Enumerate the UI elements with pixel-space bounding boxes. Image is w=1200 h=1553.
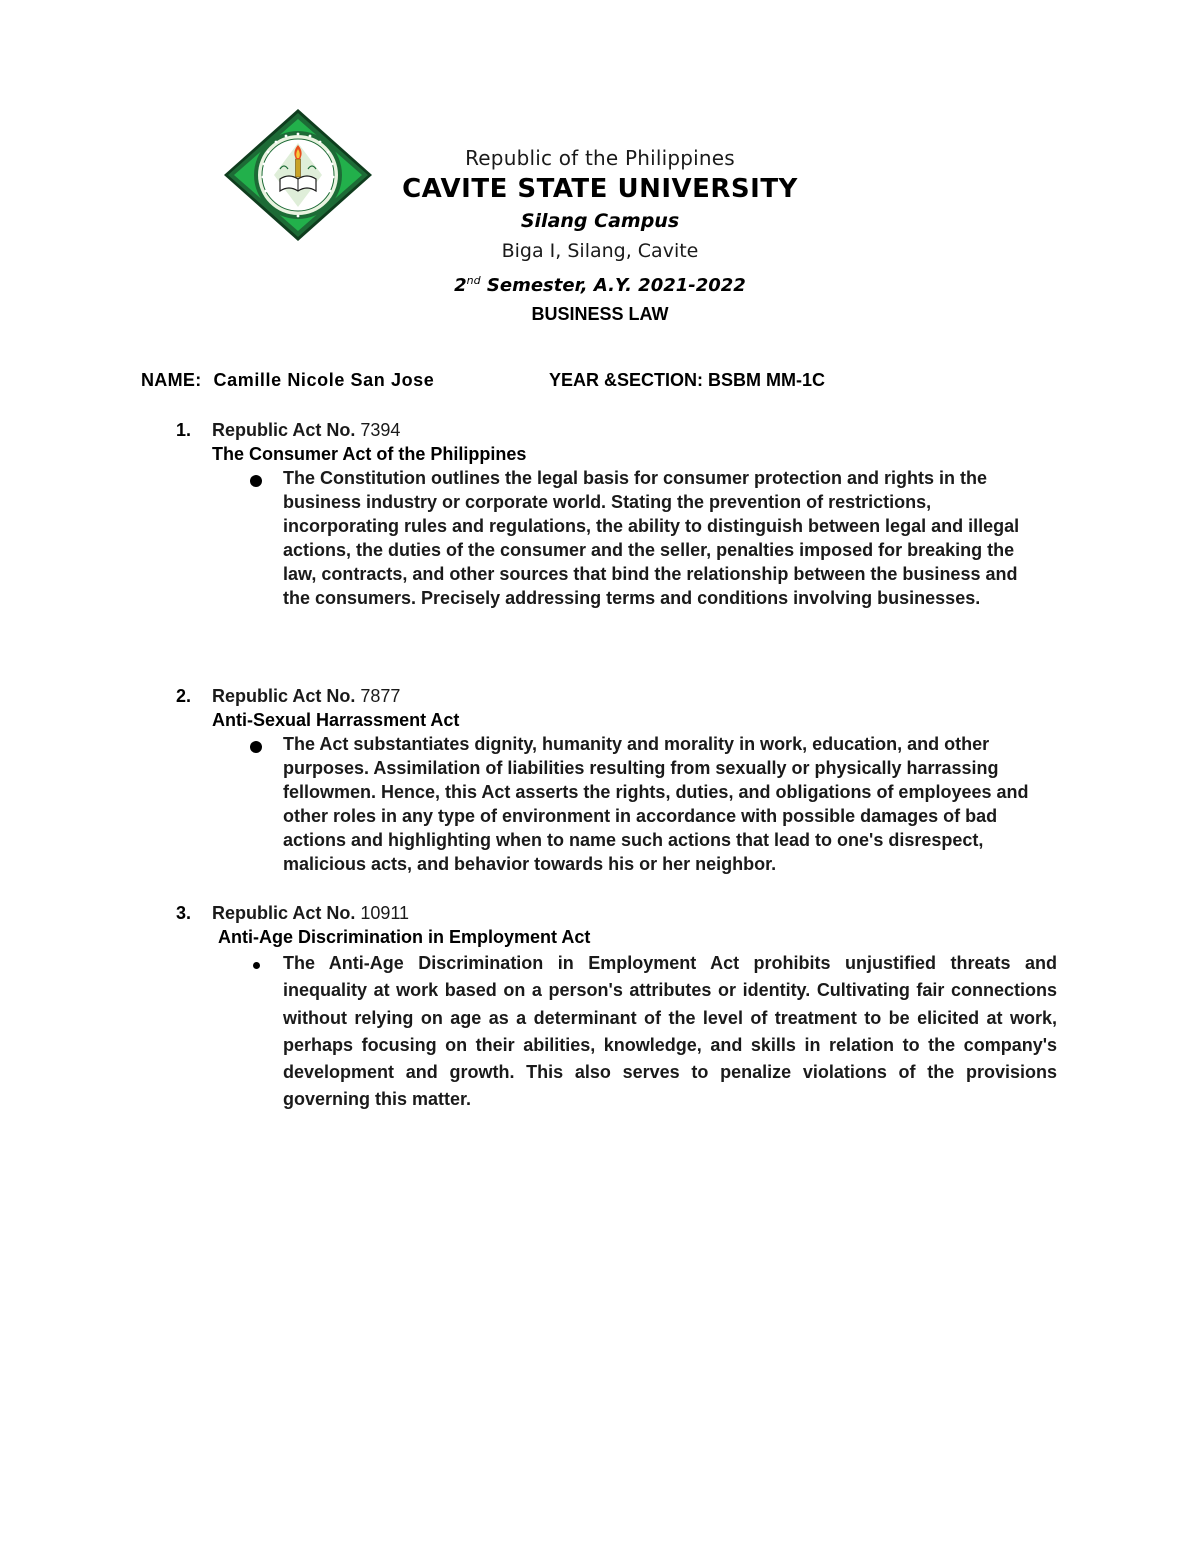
item-title-number: 7877 [355, 686, 401, 706]
name-label: NAME: [141, 370, 202, 390]
item-title [212, 901, 409, 925]
campus-name: Silang Campus [520, 210, 680, 232]
campus-address: Biga I, Silang, Cavite [501, 240, 699, 262]
item-description: The Anti-Age Discrimination in Employment Act prohibits unjustified threats and inequality at work based on a person's attributes or identity. Cultivating fair connections without relying on age as a determinant of the level of treatment to be elicited at work, perhaps focusing on their abilities, knowledge, and skills in relation to the company's development and growth. This also serves to penalize violations of the provisions governing this matter. [283, 953, 1057, 1110]
item-description: The Act substantiates dignity, humanity and morality in work, education, and other purposes. Assimilation of liabilities resulting from sexually or physically harrassing fellowmen. Hence, this Act asserts the rights, duties, and obligations of employees and other roles in any type of environment in accordance with possible damages of bad actions and highlighting when to name such actions that lead to one's disrespect, malicious acts, and behavior towards his or her neighbor. [283, 734, 1029, 874]
item-title-number: 10911 [355, 903, 410, 923]
section-value: BSBM MM-1C [708, 370, 826, 390]
item-description: The Constitution outlines the legal basis for consumer protection and rights in the business industry or corporate world. Stating the prevention of restrictions, incorporating rules and regulations, the ability to distinguish between legal and illegal actions, the duties of the consumer and the seller, penalties imposed for breaking the law, contracts, and other sources that bind the relationship between the business and the consumers. Precisely addressing terms and conditions involving businesses. [283, 468, 1020, 608]
item-subtitle: Anti-Sexual Harrassment Act [212, 710, 460, 730]
item-number: 2. [176, 686, 192, 706]
item-title-prefix: Republic Act No. [212, 420, 356, 440]
subject-title: BUSINESS LAW [531, 304, 669, 324]
semester-ordinal: nd [466, 274, 481, 287]
republic-line: Republic of the Philippines [465, 146, 735, 170]
semester-number: 2 [454, 275, 467, 296]
semester-year: Semester, A.Y. 2021-2022 [480, 275, 746, 296]
item-title-prefix: Republic Act No. [212, 903, 356, 923]
bullet-icon [250, 475, 262, 487]
item-title-prefix: Republic Act No. [212, 686, 356, 706]
name-value: Camille Nicole San Jose [213, 370, 435, 390]
item-title [212, 684, 400, 708]
item-subtitle: Anti-Age Discrimination in Employment Act [218, 927, 591, 947]
section-label: YEAR &SECTION: [549, 370, 704, 390]
item-number: 1. [176, 420, 192, 440]
student-name-row [141, 370, 434, 391]
item-subtitle: The Consumer Act of the Philippines [212, 444, 527, 464]
item-number: 3. [176, 903, 192, 923]
semester-line [300, 266, 900, 301]
item-title [212, 418, 400, 442]
university-name: CAVITE STATE UNIVERSITY [402, 174, 798, 204]
letterhead [300, 144, 900, 327]
bullet-icon [253, 962, 260, 969]
bullet-icon [250, 741, 262, 753]
item-title-number: 7394 [355, 420, 401, 440]
year-section-row [549, 370, 825, 391]
